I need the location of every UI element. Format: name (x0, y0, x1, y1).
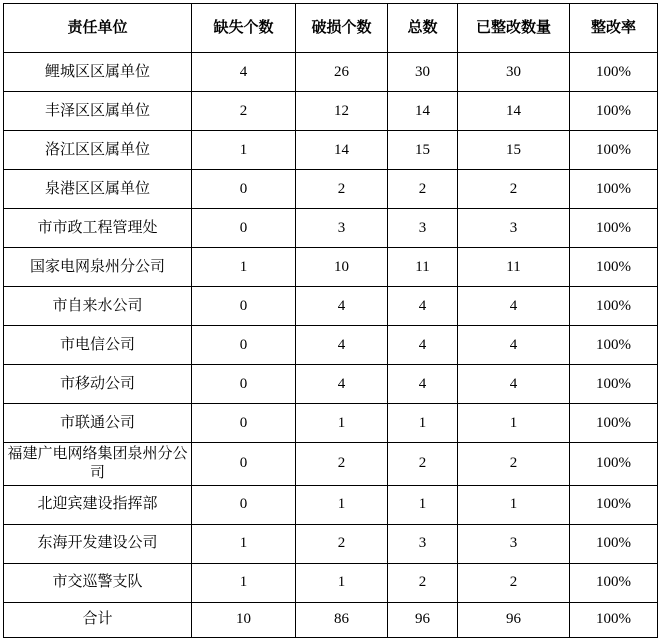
cell-fixed: 3 (458, 209, 570, 248)
cell-missing: 1 (192, 524, 296, 563)
cell-rate: 100% (570, 365, 658, 404)
cell-total: 3 (388, 524, 458, 563)
table-row (4, 326, 658, 365)
cell-unit: 洛江区区属单位 (4, 131, 192, 170)
cell-total: 4 (388, 287, 458, 326)
table-row (4, 287, 658, 326)
cell-rate: 100% (570, 209, 658, 248)
cell-damaged: 4 (296, 365, 388, 404)
cell-missing: 4 (192, 53, 296, 92)
column-header-unit: 责任单位 (4, 4, 192, 53)
cell-damaged: 2 (296, 170, 388, 209)
cell-unit: 市移动公司 (4, 365, 192, 404)
cell-damaged: 12 (296, 92, 388, 131)
table-row (4, 485, 658, 524)
table-header (4, 4, 658, 53)
cell-fixed: 2 (458, 563, 570, 602)
cell-fixed: 1 (458, 404, 570, 443)
cell-total: 15 (388, 131, 458, 170)
cell-total: 4 (388, 326, 458, 365)
responsibility-units-table (3, 3, 658, 638)
table-row (4, 365, 658, 404)
table-row (4, 92, 658, 131)
cell-total: 11 (388, 248, 458, 287)
cell-unit: 市市政工程管理处 (4, 209, 192, 248)
table-row (4, 443, 658, 486)
cell-total: 4 (388, 365, 458, 404)
cell-rate: 100% (570, 485, 658, 524)
cell-missing: 1 (192, 131, 296, 170)
cell-damaged: 4 (296, 326, 388, 365)
cell-damaged: 2 (296, 443, 388, 486)
cell-missing: 1 (192, 563, 296, 602)
cell-missing: 0 (192, 209, 296, 248)
cell-unit: 丰泽区区属单位 (4, 92, 192, 131)
cell-total-rate: 100% (570, 602, 658, 637)
cell-fixed: 1 (458, 485, 570, 524)
cell-rate: 100% (570, 404, 658, 443)
cell-fixed: 4 (458, 365, 570, 404)
cell-fixed: 4 (458, 326, 570, 365)
cell-unit: 市交巡警支队 (4, 563, 192, 602)
cell-missing: 0 (192, 170, 296, 209)
cell-total-total: 96 (388, 602, 458, 637)
table-body (4, 53, 658, 638)
cell-damaged: 26 (296, 53, 388, 92)
cell-total-label: 合计 (4, 602, 192, 637)
cell-missing: 1 (192, 248, 296, 287)
column-header-damaged: 破损个数 (296, 4, 388, 53)
table-header-row (4, 4, 658, 53)
table-row (4, 209, 658, 248)
cell-damaged: 1 (296, 485, 388, 524)
cell-rate: 100% (570, 287, 658, 326)
cell-unit: 国家电网泉州分公司 (4, 248, 192, 287)
cell-unit: 市自来水公司 (4, 287, 192, 326)
cell-total: 2 (388, 443, 458, 486)
cell-total: 3 (388, 209, 458, 248)
cell-rate: 100% (570, 92, 658, 131)
cell-rate: 100% (570, 524, 658, 563)
cell-missing: 0 (192, 443, 296, 486)
cell-rate: 100% (570, 248, 658, 287)
cell-fixed: 11 (458, 248, 570, 287)
cell-damaged: 3 (296, 209, 388, 248)
cell-missing: 0 (192, 365, 296, 404)
table-row (4, 131, 658, 170)
cell-fixed: 2 (458, 170, 570, 209)
cell-rate: 100% (570, 563, 658, 602)
column-header-missing: 缺失个数 (192, 4, 296, 53)
cell-damaged: 1 (296, 563, 388, 602)
cell-total-fixed: 96 (458, 602, 570, 637)
cell-fixed: 3 (458, 524, 570, 563)
cell-missing: 0 (192, 485, 296, 524)
cell-fixed: 2 (458, 443, 570, 486)
cell-missing: 0 (192, 287, 296, 326)
cell-rate: 100% (570, 53, 658, 92)
cell-damaged: 4 (296, 287, 388, 326)
column-header-total: 总数 (388, 4, 458, 53)
cell-missing: 0 (192, 404, 296, 443)
cell-rate: 100% (570, 170, 658, 209)
cell-total: 30 (388, 53, 458, 92)
table-row (4, 563, 658, 602)
table-row (4, 524, 658, 563)
cell-total: 2 (388, 563, 458, 602)
table-row (4, 248, 658, 287)
cell-unit: 福建广电网络集团泉州分公司 (4, 443, 192, 486)
table-row (4, 170, 658, 209)
cell-total-damaged: 86 (296, 602, 388, 637)
cell-damaged: 14 (296, 131, 388, 170)
cell-damaged: 10 (296, 248, 388, 287)
table-total-row (4, 602, 658, 637)
table-row (4, 53, 658, 92)
cell-total: 14 (388, 92, 458, 131)
column-header-fixed: 已整改数量 (458, 4, 570, 53)
cell-fixed: 15 (458, 131, 570, 170)
cell-damaged: 2 (296, 524, 388, 563)
cell-unit: 鲤城区区属单位 (4, 53, 192, 92)
cell-unit: 泉港区区属单位 (4, 170, 192, 209)
cell-rate: 100% (570, 326, 658, 365)
cell-rate: 100% (570, 443, 658, 486)
cell-rate: 100% (570, 131, 658, 170)
cell-total: 2 (388, 170, 458, 209)
cell-unit: 东海开发建设公司 (4, 524, 192, 563)
cell-total: 1 (388, 485, 458, 524)
cell-damaged: 1 (296, 404, 388, 443)
cell-unit: 市电信公司 (4, 326, 192, 365)
column-header-rate: 整改率 (570, 4, 658, 53)
cell-fixed: 14 (458, 92, 570, 131)
cell-missing: 2 (192, 92, 296, 131)
cell-total: 1 (388, 404, 458, 443)
cell-missing: 0 (192, 326, 296, 365)
cell-total-missing: 10 (192, 602, 296, 637)
cell-unit: 北迎宾建设指挥部 (4, 485, 192, 524)
cell-unit: 市联通公司 (4, 404, 192, 443)
table-row (4, 404, 658, 443)
cell-fixed: 30 (458, 53, 570, 92)
cell-fixed: 4 (458, 287, 570, 326)
